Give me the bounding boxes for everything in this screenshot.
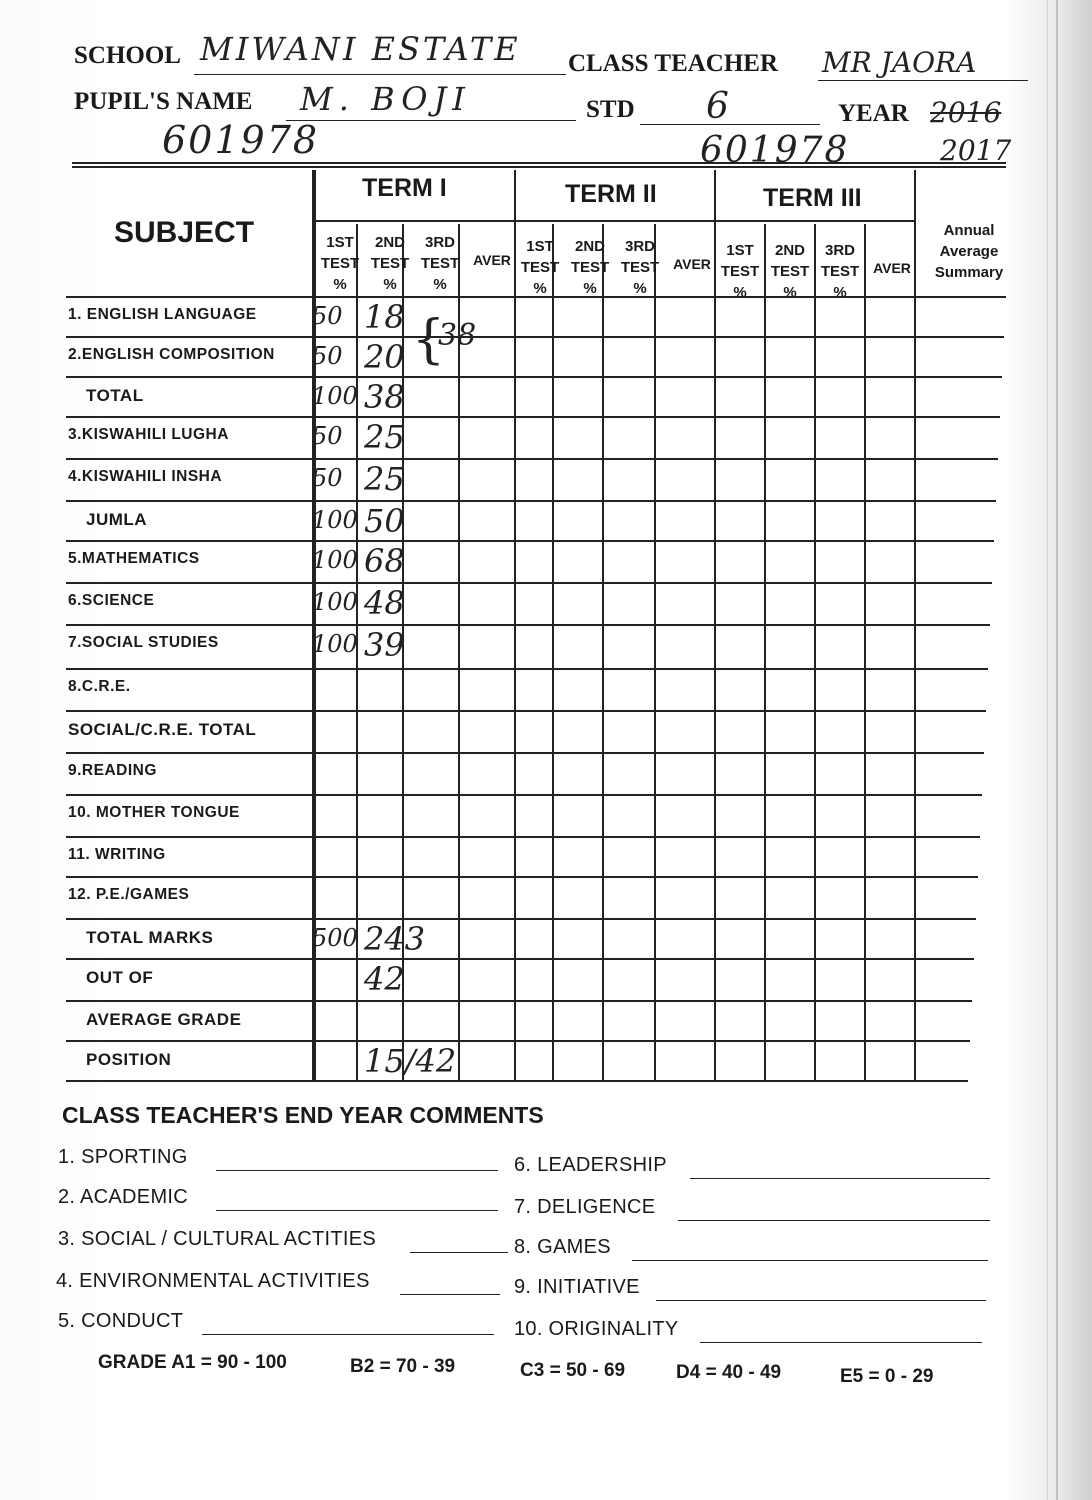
comment-answer-line[interactable] <box>400 1294 500 1295</box>
bracket-mark: { <box>412 310 446 370</box>
grade-b2: B2 = 70 - 39 <box>350 1356 456 1377</box>
term-1-col-2-header: 2ND TEST % <box>370 234 410 293</box>
subject-label: TOTAL <box>86 386 144 405</box>
table-rule <box>66 1040 970 1042</box>
table-rule <box>316 220 916 222</box>
table-rule <box>66 376 1002 378</box>
admission-number-left: 601978 <box>162 118 320 162</box>
comment-answer-line[interactable] <box>700 1342 982 1343</box>
subject-label: 1. ENGLISH LANGUAGE <box>68 306 257 323</box>
subject-label: JUMLA <box>86 510 148 529</box>
school-value: MIWANI ESTATE <box>200 30 521 68</box>
comment-item-left: 5. CONDUCT <box>58 1310 184 1332</box>
page-edge-shadow <box>1047 0 1048 1500</box>
comment-item-right: 8. GAMES <box>514 1236 611 1258</box>
term-3-col-1-header: 1ST TEST % <box>720 242 760 301</box>
out-of-mark: 50 <box>312 302 343 330</box>
table-rule <box>66 958 974 960</box>
term-3-col-3-header: 3RD TEST % <box>820 242 860 301</box>
pupil-name-label: PUPIL'S NAME <box>74 88 253 115</box>
comment-answer-line[interactable] <box>656 1300 986 1301</box>
comment-answer-line[interactable] <box>202 1334 494 1335</box>
term-1-col-3-header: 3RD TEST % <box>420 234 460 293</box>
comment-item-right: 6. LEADERSHIP <box>514 1154 667 1176</box>
subject-label: 12. P.E./GAMES <box>68 886 190 903</box>
table-rule <box>514 170 516 1080</box>
term-2-col-2-header: 2ND TEST % <box>570 238 610 297</box>
table-rule <box>66 918 976 920</box>
table-rule <box>914 170 916 1080</box>
admission-number-right: 601978 <box>700 130 850 171</box>
term-1-score: 68 <box>364 542 405 580</box>
subject-label: SOCIAL/C.R.E. TOTAL <box>68 720 257 739</box>
comments-title: CLASS TEACHER'S END YEAR COMMENTS <box>62 1102 544 1128</box>
page-edge-shadow <box>1056 0 1058 1500</box>
term-1-score: 243 <box>364 920 426 958</box>
term-2-col-3-header: 3RD TEST % <box>620 238 660 297</box>
term-2-col-1-header: 1ST TEST % <box>520 238 560 297</box>
comment-answer-line[interactable] <box>216 1210 498 1211</box>
table-rule <box>66 668 988 670</box>
grade-a1: GRADE A1 = 90 - 100 <box>98 1352 287 1373</box>
out-of-mark: 100 <box>312 546 358 574</box>
table-rule <box>66 1000 972 1002</box>
comment-answer-line[interactable] <box>632 1260 988 1261</box>
class-teacher-label: CLASS TEACHER <box>568 50 779 77</box>
term-1-score: 39 <box>364 626 405 664</box>
table-rule <box>654 224 656 1080</box>
comment-item-left: 4. ENVIRONMENTAL ACTIVITIES <box>56 1270 370 1292</box>
out-of-mark: 50 <box>312 342 343 370</box>
out-of-mark: 100 <box>312 588 358 616</box>
table-rule <box>72 162 1006 164</box>
term-3-header: TERM III <box>763 184 862 212</box>
term-3-col-4-header: AVER <box>873 260 911 276</box>
term-1-score: 20 <box>364 338 405 376</box>
table-rule <box>66 624 990 626</box>
table-rule <box>714 170 716 1080</box>
comment-answer-line[interactable] <box>216 1170 498 1171</box>
table-rule <box>72 166 1006 168</box>
out-of-mark: 100 <box>312 630 358 658</box>
table-rule <box>66 500 996 502</box>
comment-item-left: 3. SOCIAL / CULTURAL ACTITIES <box>58 1228 377 1250</box>
table-rule <box>764 224 766 1080</box>
table-rule <box>66 458 998 460</box>
term-2-header: TERM II <box>565 180 657 208</box>
term-3-col-2-header: 2ND TEST % <box>770 242 810 301</box>
comment-answer-line[interactable] <box>690 1178 990 1179</box>
comment-answer-line[interactable] <box>410 1252 508 1253</box>
annual-average-header: Annual Average Summary <box>934 222 1004 281</box>
grade-e5: E5 = 0 - 29 <box>840 1366 934 1387</box>
subject-label: 10. MOTHER TONGUE <box>68 804 240 821</box>
table-rule <box>66 836 980 838</box>
subject-label: 3.KISWAHILI LUGHA <box>68 426 229 443</box>
comment-item-left: 1. SPORTING <box>58 1146 188 1168</box>
comment-item-left: 2. ACADEMIC <box>58 1186 188 1208</box>
table-rule <box>814 224 816 1080</box>
term-1-score: 38 <box>364 378 405 416</box>
term-1-score: 25 <box>364 418 405 456</box>
subject-label: 9.READING <box>68 762 157 779</box>
std-value: 6 <box>706 86 729 127</box>
table-rule <box>864 224 866 1080</box>
pupil-name-value: M. BOJI <box>300 80 471 118</box>
school-label: SCHOOL <box>74 42 181 69</box>
table-rule <box>552 224 554 1080</box>
subject-header: SUBJECT <box>114 216 255 249</box>
table-rule <box>66 540 994 542</box>
term-1-score: 50 <box>364 502 405 540</box>
table-rule <box>66 794 982 796</box>
term-1-score: 48 <box>364 584 405 622</box>
subject-label: 8.C.R.E. <box>68 678 131 695</box>
term-1-score: 42 <box>364 960 405 998</box>
subject-label: 7.SOCIAL STUDIES <box>68 634 219 651</box>
term-1-col-1-header: 1ST TEST % <box>320 234 360 293</box>
term-1-score: 18 <box>364 298 405 336</box>
subject-label: 2.ENGLISH COMPOSITION <box>68 346 275 363</box>
table-rule <box>66 710 986 712</box>
out-of-mark: 50 <box>312 422 343 450</box>
subject-label: 5.MATHEMATICS <box>68 550 200 567</box>
out-of-mark: 500 <box>312 924 358 952</box>
year-value: 2017 <box>940 134 1012 167</box>
table-rule <box>602 224 604 1080</box>
class-teacher-value: MR JAORA <box>822 46 977 79</box>
comment-answer-line[interactable] <box>678 1220 990 1221</box>
grade-d4: D4 = 40 - 49 <box>676 1362 782 1383</box>
comment-item-right: 10. ORIGINALITY <box>514 1318 679 1340</box>
out-of-mark: 50 <box>312 464 343 492</box>
term-2-col-4-header: AVER <box>673 256 711 272</box>
term-1-score: 25 <box>364 460 405 498</box>
comment-item-right: 7. DELIGENCE <box>514 1196 656 1218</box>
term-1-header: TERM I <box>362 174 447 202</box>
subject-label: 6.SCIENCE <box>68 592 155 609</box>
table-rule <box>66 582 992 584</box>
term-1-col-4-header: AVER <box>473 252 511 268</box>
year-label: YEAR <box>838 100 909 127</box>
table-rule <box>66 1080 968 1082</box>
term-1-score: 15/42 <box>364 1042 457 1080</box>
subject-label: AVERAGE GRADE <box>86 1010 242 1029</box>
out-of-mark: 100 <box>312 506 358 534</box>
subject-label: TOTAL MARKS <box>86 928 214 947</box>
subject-label: 11. WRITING <box>68 846 166 863</box>
out-of-mark: 100 <box>312 382 358 410</box>
std-label: STD <box>586 96 635 123</box>
comment-item-right: 9. INITIATIVE <box>514 1276 640 1298</box>
subject-label: 4.KISWAHILI INSHA <box>68 468 223 485</box>
table-rule <box>66 416 1000 418</box>
english-bracket-total: 38 <box>438 318 477 353</box>
subject-label: OUT OF <box>86 968 154 987</box>
year-struck: 2016 <box>930 96 1002 129</box>
table-rule <box>66 876 978 878</box>
subject-label: POSITION <box>86 1050 172 1069</box>
grade-c3: C3 = 50 - 69 <box>520 1360 626 1381</box>
table-rule <box>66 752 984 754</box>
